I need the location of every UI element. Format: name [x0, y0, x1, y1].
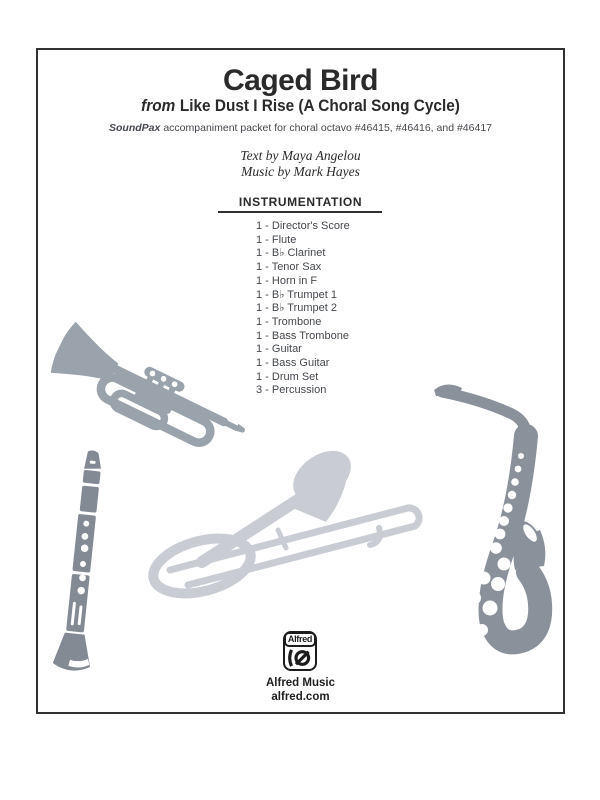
instrumentation-item: 1 - Flute: [256, 233, 297, 246]
instrumentation-item: 1 - Bass Trombone: [256, 329, 349, 342]
instrumentation-item: 1 - Tenor Sax: [256, 261, 322, 274]
trombone-illustration-icon: [136, 442, 438, 630]
music-credit: Music by Mark Hayes: [241, 164, 360, 179]
subtitle-from-word: from: [141, 97, 176, 115]
instrumentation-item: 1 - Director's Score: [256, 220, 350, 232]
instrumentation-item: 1 - B♭ Trumpet 1: [256, 288, 337, 301]
subtitle-main-text: Like Dust I Rise (A Choral Song Cycle): [179, 97, 460, 115]
instrumentation-item: 3 - Percussion: [256, 384, 327, 397]
page-subtitle: [55, 97, 547, 116]
publisher-website: alfred.com: [271, 691, 330, 703]
instrumentation-heading: INSTRUMENTATION: [238, 195, 363, 209]
page-title: Caged Bird: [222, 64, 379, 97]
instrumentation-item: 1 - Trombone: [256, 315, 322, 328]
instrumentation-item: 1 - B♭ Clarinet: [256, 247, 326, 260]
instrumentation-underline: [218, 211, 382, 213]
alfred-logo-mark-icon: [287, 648, 314, 668]
credits-block: [36, 148, 565, 180]
instrumentation-item: 1 - Guitar: [256, 343, 302, 356]
text-credit: Text by Maya Angelou: [240, 148, 361, 163]
instrumentation-item: 1 - Drum Set: [256, 370, 319, 383]
alfred-logo-wordmark: Alfred: [284, 632, 316, 647]
soundpax-description: [36, 122, 565, 134]
publisher-name: Alfred Music: [265, 677, 335, 689]
soundpax-text: accompaniment packet for choral octavo #46415, #46416, and #46417: [163, 122, 492, 134]
instrumentation-item: 1 - Horn in F: [256, 274, 318, 287]
saxophone-illustration-icon: [418, 372, 568, 664]
instrumentation-list: [256, 220, 350, 398]
soundpax-brand: SoundPax: [109, 122, 161, 134]
alfred-logo: [283, 631, 317, 671]
instrumentation-item: 1 - Bass Guitar: [256, 357, 330, 370]
instrumentation-item: 1 - B♭ Trumpet 2: [256, 302, 337, 315]
